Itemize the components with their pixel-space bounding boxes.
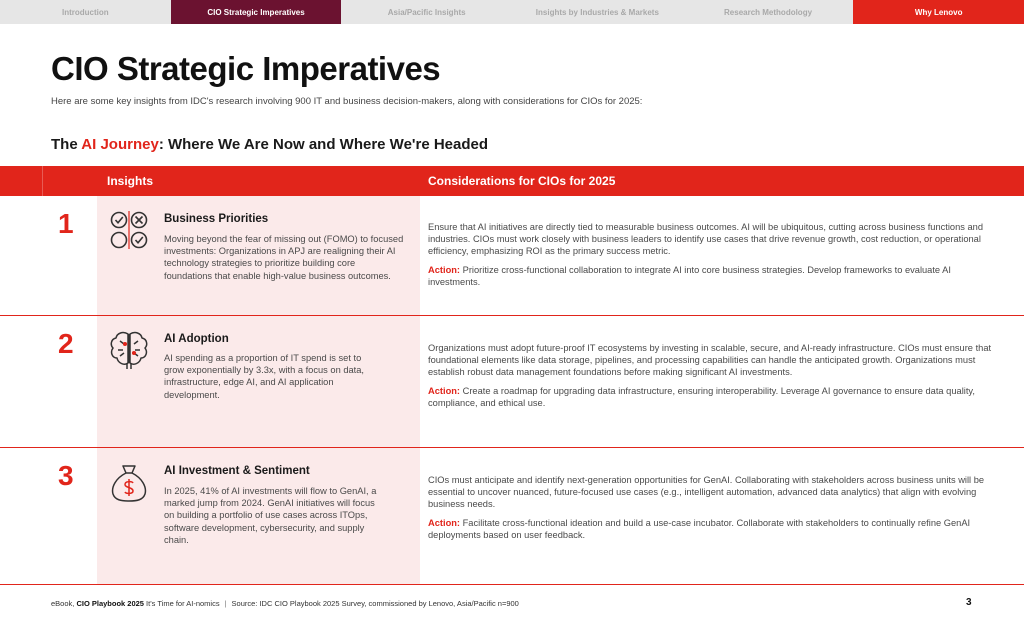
row-number: 2 — [58, 328, 74, 359]
column-header-considerations: Considerations for CIOs for 2025 — [428, 174, 616, 188]
section-title-highlight: AI Journey — [81, 136, 159, 153]
table-row — [0, 196, 1024, 315]
action-text — [428, 264, 996, 288]
insight-title: Business Priorities — [164, 213, 269, 225]
action-body: Prioritize cross-functional collaboration to integrate AI into core business strategies. Develop frameworks to evaluate AI investments. — [428, 264, 951, 287]
consideration-cell — [428, 342, 996, 409]
action-body: Create a roadmap for upgrading data infrastructure, ensuring interoperability. Leverage AI governance to ensure data quality, compliance, and ethical use. — [428, 385, 975, 408]
table-row — [0, 316, 1024, 447]
column-header-insights: Insights — [107, 174, 154, 188]
tab-research-methodology[interactable]: Research Methodology — [683, 0, 854, 24]
header-divider — [42, 166, 43, 196]
tab-why-lenovo[interactable]: Why Lenovo — [853, 0, 1024, 24]
top-navigation — [0, 0, 1024, 24]
tab-insights-by-industries[interactable]: Insights by Industries & Markets — [512, 0, 683, 24]
tab-cio-strategic-imperatives[interactable]: CIO Strategic Imperatives — [171, 0, 342, 24]
brain-circuit-icon — [108, 329, 150, 371]
page-title: CIO Strategic Imperatives — [51, 50, 441, 87]
insight-title: AI Investment & Sentiment — [164, 465, 310, 477]
action-label: Action: — [428, 517, 461, 528]
tab-introduction[interactable]: Introduction — [0, 0, 171, 24]
money-bag-icon — [108, 462, 150, 504]
row-number: 1 — [58, 208, 74, 239]
row-divider — [0, 584, 1024, 585]
action-label: Action: — [428, 385, 461, 396]
consideration-text: CIOs must anticipate and identify next-generation opportunities for GenAI. Collaborating with stakeholders across business units will be essential to uncover nuanced, future-focused use cases (e.g., intelligent automation, advanced data analytics) that align with evolving business needs. — [428, 475, 985, 510]
section-title-prefix: The — [51, 136, 82, 153]
table-header — [0, 166, 1024, 196]
tab-asia-pacific-insights[interactable]: Asia/Pacific Insights — [341, 0, 512, 24]
action-text — [428, 385, 996, 409]
action-body: Facilitate cross-functional ideation and build a use-case incubator. Collaborate with stakeholders to continually refine GenAI deployments based on user feedback. — [428, 517, 971, 540]
consideration-cell — [428, 474, 988, 541]
footer-doc-subtitle: It's Time for AI-nomics — [143, 599, 220, 608]
section-title-suffix: : Where We Are Now and Where We're Headed — [158, 136, 489, 153]
action-label: Action: — [428, 264, 461, 275]
insight-title: AI Adoption — [164, 333, 229, 345]
footer-doc-title: CIO Playbook 2025 — [76, 599, 144, 608]
insight-description: AI spending as a proportion of IT spend is set to grow exponentially by 3.3x, with a focus on data, infrastructure, edge AI, and AI application development. — [164, 353, 365, 400]
intro-text: Here are some key insights from IDC's research involving 900 IT and business decision-makers, along with considerations for CIOs for 2025: — [51, 96, 643, 107]
consideration-text: Ensure that AI initiatives are directly tied to measurable business outcomes. AI will be ubiquitous, cutting across business functions and industries. CIOs must work closely with business leaders to identify use cases that drive revenue growth, cost reduction, or operational efficiency, emphasizing ROI as the primary success metric. — [428, 222, 984, 257]
section-title — [51, 136, 488, 153]
row-number: 3 — [58, 460, 74, 491]
insight-description: Moving beyond the fear of missing out (FOMO) to focused investments: Organizations in APJ are realigning their AI technology strategies to prioritize building core foundations that enable high-value business outcomes. — [164, 234, 404, 281]
action-text — [428, 517, 988, 541]
footer — [51, 599, 519, 608]
page-number: 3 — [966, 597, 972, 608]
footer-doc-type: eBook, — [51, 599, 77, 608]
consideration-cell — [428, 221, 996, 288]
footer-source: Source: IDC CIO Playbook 2025 Survey, commissioned by Lenovo, Asia/Pacific n=900 — [231, 599, 519, 608]
decision-options-icon — [108, 209, 150, 251]
footer-separator: | — [224, 599, 227, 608]
insight-description: In 2025, 41% of AI investments will flow to GenAI, a marked jump from 2024. GenAI initiatives will focus on building a portfolio of use cases across ITOps, software development, cybersecurity, and supply chain. — [164, 486, 377, 545]
consideration-text: Organizations must adopt future-proof IT ecosystems by investing in scalable, secure, and AI-ready infrastructure. CIOs must ensure that foundational elements like data storage, pipelines, and processing capabilities can handle the anticipated growth. Organizations must establish robust data management foundations before making significant AI investments. — [428, 343, 992, 378]
table-row — [0, 448, 1024, 584]
